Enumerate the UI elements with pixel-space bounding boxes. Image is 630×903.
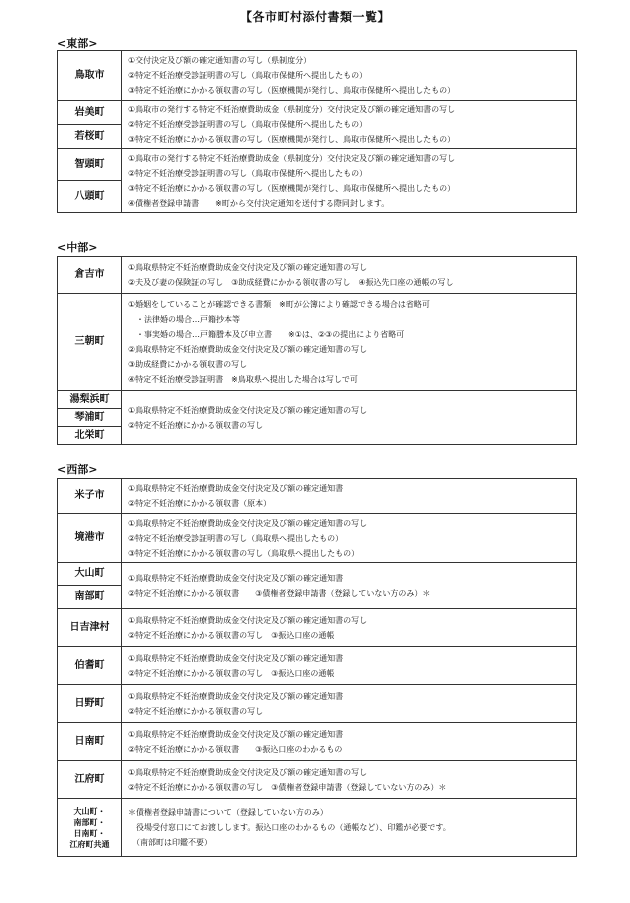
table-row	[58, 799, 577, 857]
table-row	[58, 609, 577, 647]
municipality-name: 倉吉市	[58, 257, 122, 294]
table-row	[58, 647, 577, 685]
municipality-name: 大山町・ 南部町・ 日南町・ 江府町共通	[58, 799, 122, 857]
documents-cell: ①鳥取市の発行する特定不妊治療費助成金（県制度分）交付決定及び額の確定通知書の写し ②特定不妊治療受診証明書の写し（鳥取市保健所へ提出したもの） ③特定不妊治療にかかる領収書の写し（医療機関が発行し、鳥取市保健所へ提出したもの） ④債権者登録申請書 ※町から交付決定通知を送付する際同封します。	[122, 149, 577, 213]
table-row	[58, 101, 577, 125]
table-row	[58, 563, 577, 586]
section-heading-west: <西部>	[57, 463, 98, 476]
municipality-name: 境港市	[58, 514, 122, 563]
municipality-name: 湯梨浜町	[58, 391, 122, 409]
table-row	[58, 257, 577, 294]
municipality-name: 南部町	[58, 586, 122, 609]
municipality-name: 日南町	[58, 723, 122, 761]
documents-cell: ①鳥取県特定不妊治療費助成金交付決定及び額の確定通知書の写し ②特定不妊治療受診証明書の写し（鳥取県へ提出したもの） ③特定不妊治療にかかる領収書の写し（鳥取県へ提出したもの）	[122, 514, 577, 563]
table-row	[58, 761, 577, 799]
municipality-name: 日野町	[58, 685, 122, 723]
east-table	[57, 50, 577, 213]
documents-cell: ①鳥取県特定不妊治療費助成金交付決定及び額の確定通知書 ②特定不妊治療にかかる領収書の写し ③振込口座の通帳	[122, 647, 577, 685]
page-title: 【各市町村添付書類一覧】	[239, 10, 390, 24]
table-row	[58, 149, 577, 181]
municipality-name: 米子市	[58, 479, 122, 514]
documents-cell: ①鳥取県特定不妊治療費助成金交付決定及び額の確定通知書の写し ②特定不妊治療にかかる領収書の写し ③振込口座の通帳	[122, 609, 577, 647]
documents-cell: ①鳥取県特定不妊治療費助成金交付決定及び額の確定通知書の写し ②特定不妊治療にかかる領収書の写し ③債権者登録申請書（登録していない方のみ）＊	[122, 761, 577, 799]
table-row	[58, 514, 577, 563]
table-row	[58, 294, 577, 391]
documents-cell: ①鳥取県特定不妊治療費助成金交付決定及び額の確定通知書 ②特定不妊治療にかかる領収書の写し	[122, 685, 577, 723]
documents-cell: ＊債権者登録申請書について（登録していない方のみ） 役場受付窓口にてお渡しします。振込口座のわかるもの（通帳など）、印鑑が必要です。 （南部町は印鑑不要）	[122, 799, 577, 857]
municipality-name: 日吉津村	[58, 609, 122, 647]
documents-cell: ①鳥取県特定不妊治療費助成金交付決定及び額の確定通知書 ②特定不妊治療にかかる領収書 ③債権者登録申請書（登録していない方のみ）＊	[122, 563, 577, 609]
municipality-name: 伯耆町	[58, 647, 122, 685]
documents-cell: ①鳥取県特定不妊治療費助成金交付決定及び額の確定通知書の写し ②夫及び妻の保険証の写し ③助成経費にかかる領収書の写し ④振込先口座の通帳の写し	[122, 257, 577, 294]
municipality-name: 江府町	[58, 761, 122, 799]
table-row	[58, 685, 577, 723]
documents-cell: ①鳥取市の発行する特定不妊治療費助成金（県制度分）交付決定及び額の確定通知書の写し ②特定不妊治療受診証明書の写し（鳥取市保健所へ提出したもの） ③特定不妊治療にかかる領収書の写し（医療機関が発行し、鳥取市保健所へ提出したもの）	[122, 101, 577, 149]
municipality-name: 大山町	[58, 563, 122, 586]
table-row	[58, 391, 577, 409]
municipality-name: 若桜町	[58, 125, 122, 149]
municipality-name: 岩美町	[58, 101, 122, 125]
table-row	[58, 479, 577, 514]
table-row	[58, 723, 577, 761]
table-row	[58, 51, 577, 101]
municipality-name: 鳥取市	[58, 51, 122, 101]
documents-cell: ①鳥取県特定不妊治療費助成金交付決定及び額の確定通知書の写し ②特定不妊治療にかかる領収書の写し	[122, 391, 577, 445]
west-table	[57, 478, 577, 857]
municipality-name: 八頭町	[58, 181, 122, 213]
municipality-name: 琴浦町	[58, 409, 122, 427]
documents-cell: ①鳥取県特定不妊治療費助成金交付決定及び額の確定通知書 ②特定不妊治療にかかる領収書 ③振込口座のわかるもの	[122, 723, 577, 761]
central-table	[57, 256, 577, 445]
municipality-name: 三朝町	[58, 294, 122, 391]
documents-cell: ①交付決定及び額の確定通知書の写し（県制度分） ②特定不妊治療受診証明書の写し（鳥取市保健所へ提出したもの） ③特定不妊治療にかかる領収書の写し（医療機関が発行し、鳥取市保健所へ提出したもの）	[122, 51, 577, 101]
municipality-name: 北栄町	[58, 427, 122, 445]
documents-cell: ①鳥取県特定不妊治療費助成金交付決定及び額の確定通知書 ②特定不妊治療にかかる領収書（原本）	[122, 479, 577, 514]
documents-cell: ①婚姻をしていることが確認できる書類 ※町が公簿により確認できる場合は省略可 ・法律婚の場合…戸籍抄本等 ・事実婚の場合…戸籍謄本及び申立書 ※①は、②③の提出により省略可 ②鳥取県特定不妊治療費助成金交付決定及び額の確定通知書の写し ③助成経費にかかる領収書の写し ④特定不妊治療受診証明書 ※鳥取県へ提出した場合は写しで可	[122, 294, 577, 391]
section-heading-central: <中部>	[57, 241, 98, 254]
municipality-name: 智頭町	[58, 149, 122, 181]
section-heading-east: <東部>	[57, 37, 98, 50]
